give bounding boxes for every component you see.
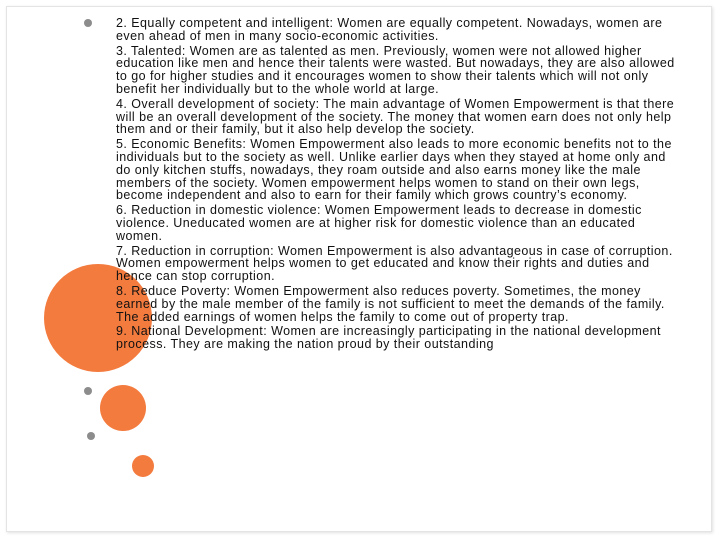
decor-dot-gray-bottom [87, 432, 95, 440]
paragraph-national-development: 9. National Development: Women are increasingly participating in the national development process. They are making the nation proud by their outstanding [116, 324, 661, 352]
paragraph-talented: 3. Talented: Women are as talented as men. Previously, women were not allowed higher education like men and hence their talents were wasted. But nowadays, they are also allowed to go for higher studies and it encourages women to show their talents which will not only benefit her individually but to the whole world at large. [116, 43, 675, 96]
decor-dot-gray-top [84, 19, 92, 27]
paragraph-domestic-violence: 6. Reduction in domestic violence: Women Empowerment leads to decrease in domestic violence. Uneducated women are at higher risk for domestic violence than an educated women. [116, 203, 642, 243]
paragraph-equally-competent: 2. Equally competent and intelligent: Women are equally competent. Nowadays, women are even ahead of men in many socio-economic activities. [116, 16, 663, 43]
paragraph-corruption: 7. Reduction in corruption: Women Empowerment is also advantageous in case of corruption. Women empowerment helps women to get educated and know their rights and duties and hence can stop corruption. [116, 243, 673, 284]
paragraph-economic-benefits: 5. Economic Benefits: Women Empowerment also leads to more economic benefits not to the individuals but to the society as well. Unlike earlier days when they stayed at home only and do only kitchen stuffs, nowadays, they roam outside and also earns money like the male members of the society. Women empowerment helps women to stand on their own legs, become independent and also to earn for their family which grows country’s economy. [116, 137, 672, 203]
decor-circle-medium [100, 385, 146, 431]
paragraph-overall-development: 4. Overall development of society: The main advantage of Women Empowerment is that there will be an overall development of the society. The money that women earn does not only help them and or their family, but it also help develop the society. [116, 96, 675, 137]
decor-dot-gray-mid [84, 387, 92, 395]
decor-circle-small [132, 455, 154, 477]
body-text [116, 17, 676, 353]
paragraph-poverty: 8. Reduce Poverty: Women Empowerment also reduces poverty. Sometimes, the money earned by the male member of the family is not sufficient to meet the demands of the family. The added earnings of women helps the family to come out of property trap. [116, 283, 665, 324]
